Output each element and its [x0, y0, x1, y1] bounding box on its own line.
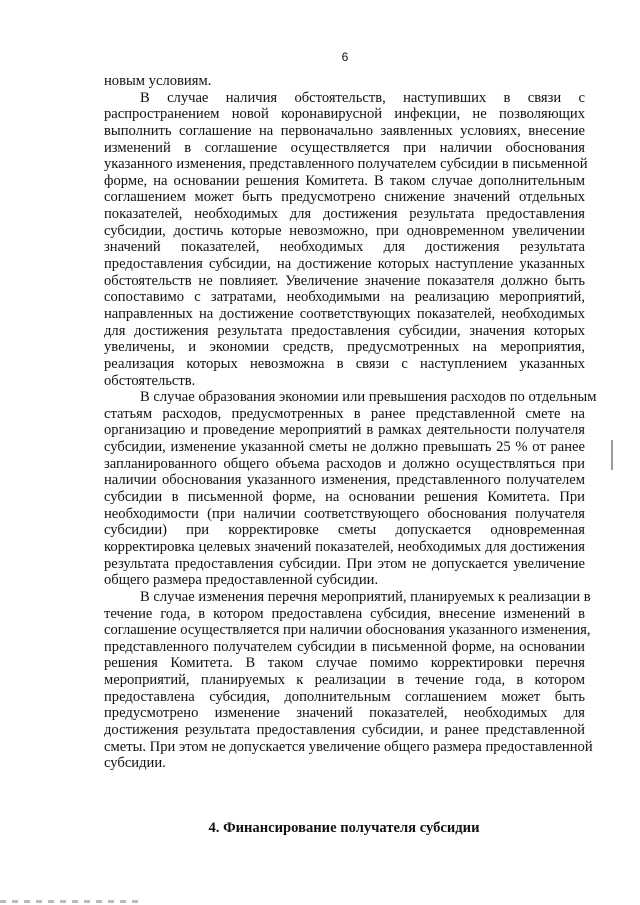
- text-line: сопоставимо с затратами, необходимыми на реализацию мероприятий,: [104, 289, 585, 306]
- text-line: соглашение осуществляется при наличии обоснования указанного изменения,: [104, 622, 591, 639]
- paragraph: [104, 588, 593, 772]
- text-line: для достижения результата предоставления субсидии, значения которых: [104, 322, 585, 339]
- text-line: В случае изменения перечня мероприятий, планируемых к реализации в: [140, 588, 591, 605]
- text-line: указанного изменения, представленного получателем субсидии в письменной: [104, 156, 588, 173]
- text-line: В случае образования экономии или превышения расходов по отдельным: [140, 389, 597, 406]
- text-line: направленных на достижение соответствующих показателей, необходимых: [104, 305, 585, 322]
- text-line: распространением новой коронавирусной инфекции, не позволяющих: [104, 106, 585, 123]
- paragraph: [104, 73, 585, 90]
- text-line: обстоятельств не повлияет. Увеличение значение показателя должно быть: [104, 272, 585, 289]
- text-line: изменений в соглашение осуществляется при наличии обоснования: [104, 139, 585, 156]
- section-heading: 4. Финансирование получателя субсидии: [208, 820, 480, 836]
- text-line: мероприятий, планируемых к реализации в течение года, в котором: [104, 672, 585, 689]
- text-line: запланированного общего объема расходов и должно осуществляться при: [104, 455, 585, 472]
- text-line: необходимости (при наличии соответствующего обоснования получателя: [104, 505, 585, 522]
- paragraph: [104, 389, 597, 589]
- text-line: форме, на основании решения Комитета. В таком случае дополнительным: [104, 172, 585, 189]
- paragraph: [104, 89, 588, 390]
- text-line: организацию и проведение мероприятий в рамках деятельности получателя: [104, 422, 585, 439]
- text-line: обстоятельств.: [104, 372, 196, 389]
- text-line: субсидии) при корректировке сметы допускается одновременная: [104, 522, 585, 539]
- text-line: субсидии, изменение указанной сметы не должно превышать 25 % от ранее: [104, 439, 585, 456]
- text-line: течение года, в котором предоставлена субсидия, внесение изменений в: [104, 605, 585, 622]
- text-line: наличии обоснования указанного изменения, представленного получателем: [104, 472, 585, 489]
- text-line: соглашением может быть предусмотрено снижение значений отдельных: [104, 189, 585, 206]
- scan-artifact: [0, 900, 140, 903]
- scan-margin-mark: [611, 440, 613, 470]
- text-line: показателей, необходимых для достижения результата предоставления: [104, 206, 585, 223]
- text-line: общего размера предоставленной субсидии.: [104, 572, 379, 589]
- text-line: В случае наличия обстоятельств, наступивших в связи с: [140, 89, 585, 106]
- document-body: [104, 73, 597, 772]
- text-line: субсидии, достичь которые невозможно, при одновременном увеличении: [104, 222, 585, 239]
- text-line: сметы. При этом не допускается увеличение общего размера предоставленной: [104, 738, 593, 755]
- text-line: значений показателей, необходимых для достижения результата: [104, 239, 585, 256]
- text-line: предоставления субсидии, на достижение которых наступление указанных: [104, 256, 585, 273]
- text-line: результата предоставления субсидии. При этом не допускается увеличение: [104, 555, 585, 572]
- text-line: новым условиям.: [104, 73, 212, 89]
- text-line: предоставлена субсидия, дополнительным соглашением может быть: [104, 688, 585, 705]
- text-line: корректировка целевых значений показателей, необходимых для достижения: [104, 538, 585, 555]
- text-line: выполнить соглашение на первоначально заявленных условиях, внесение: [104, 122, 585, 139]
- text-line: решения Комитета. В таком случае помимо корректировки перечня: [104, 655, 585, 672]
- text-line: субсидии в письменной форме, на основании решения Комитета. При: [104, 489, 585, 506]
- text-line: представленного получателем субсидии в письменной форме, на основании: [104, 638, 585, 655]
- text-line: предусмотрено изменение значений показателей, необходимых для: [104, 705, 585, 722]
- text-line: статьям расходов, предусмотренных в ранее представленной смете на: [104, 405, 585, 422]
- text-line: реализация которых невозможна в связи с наступлением указанных: [104, 355, 585, 372]
- text-line: субсидии.: [104, 755, 166, 772]
- text-line: достижения результата предоставления субсидии, и ранее представленной: [104, 721, 585, 738]
- text-line: увеличены, и экономии средств, предусмотренных на мероприятия,: [104, 339, 585, 356]
- page-number: 6: [341, 50, 349, 64]
